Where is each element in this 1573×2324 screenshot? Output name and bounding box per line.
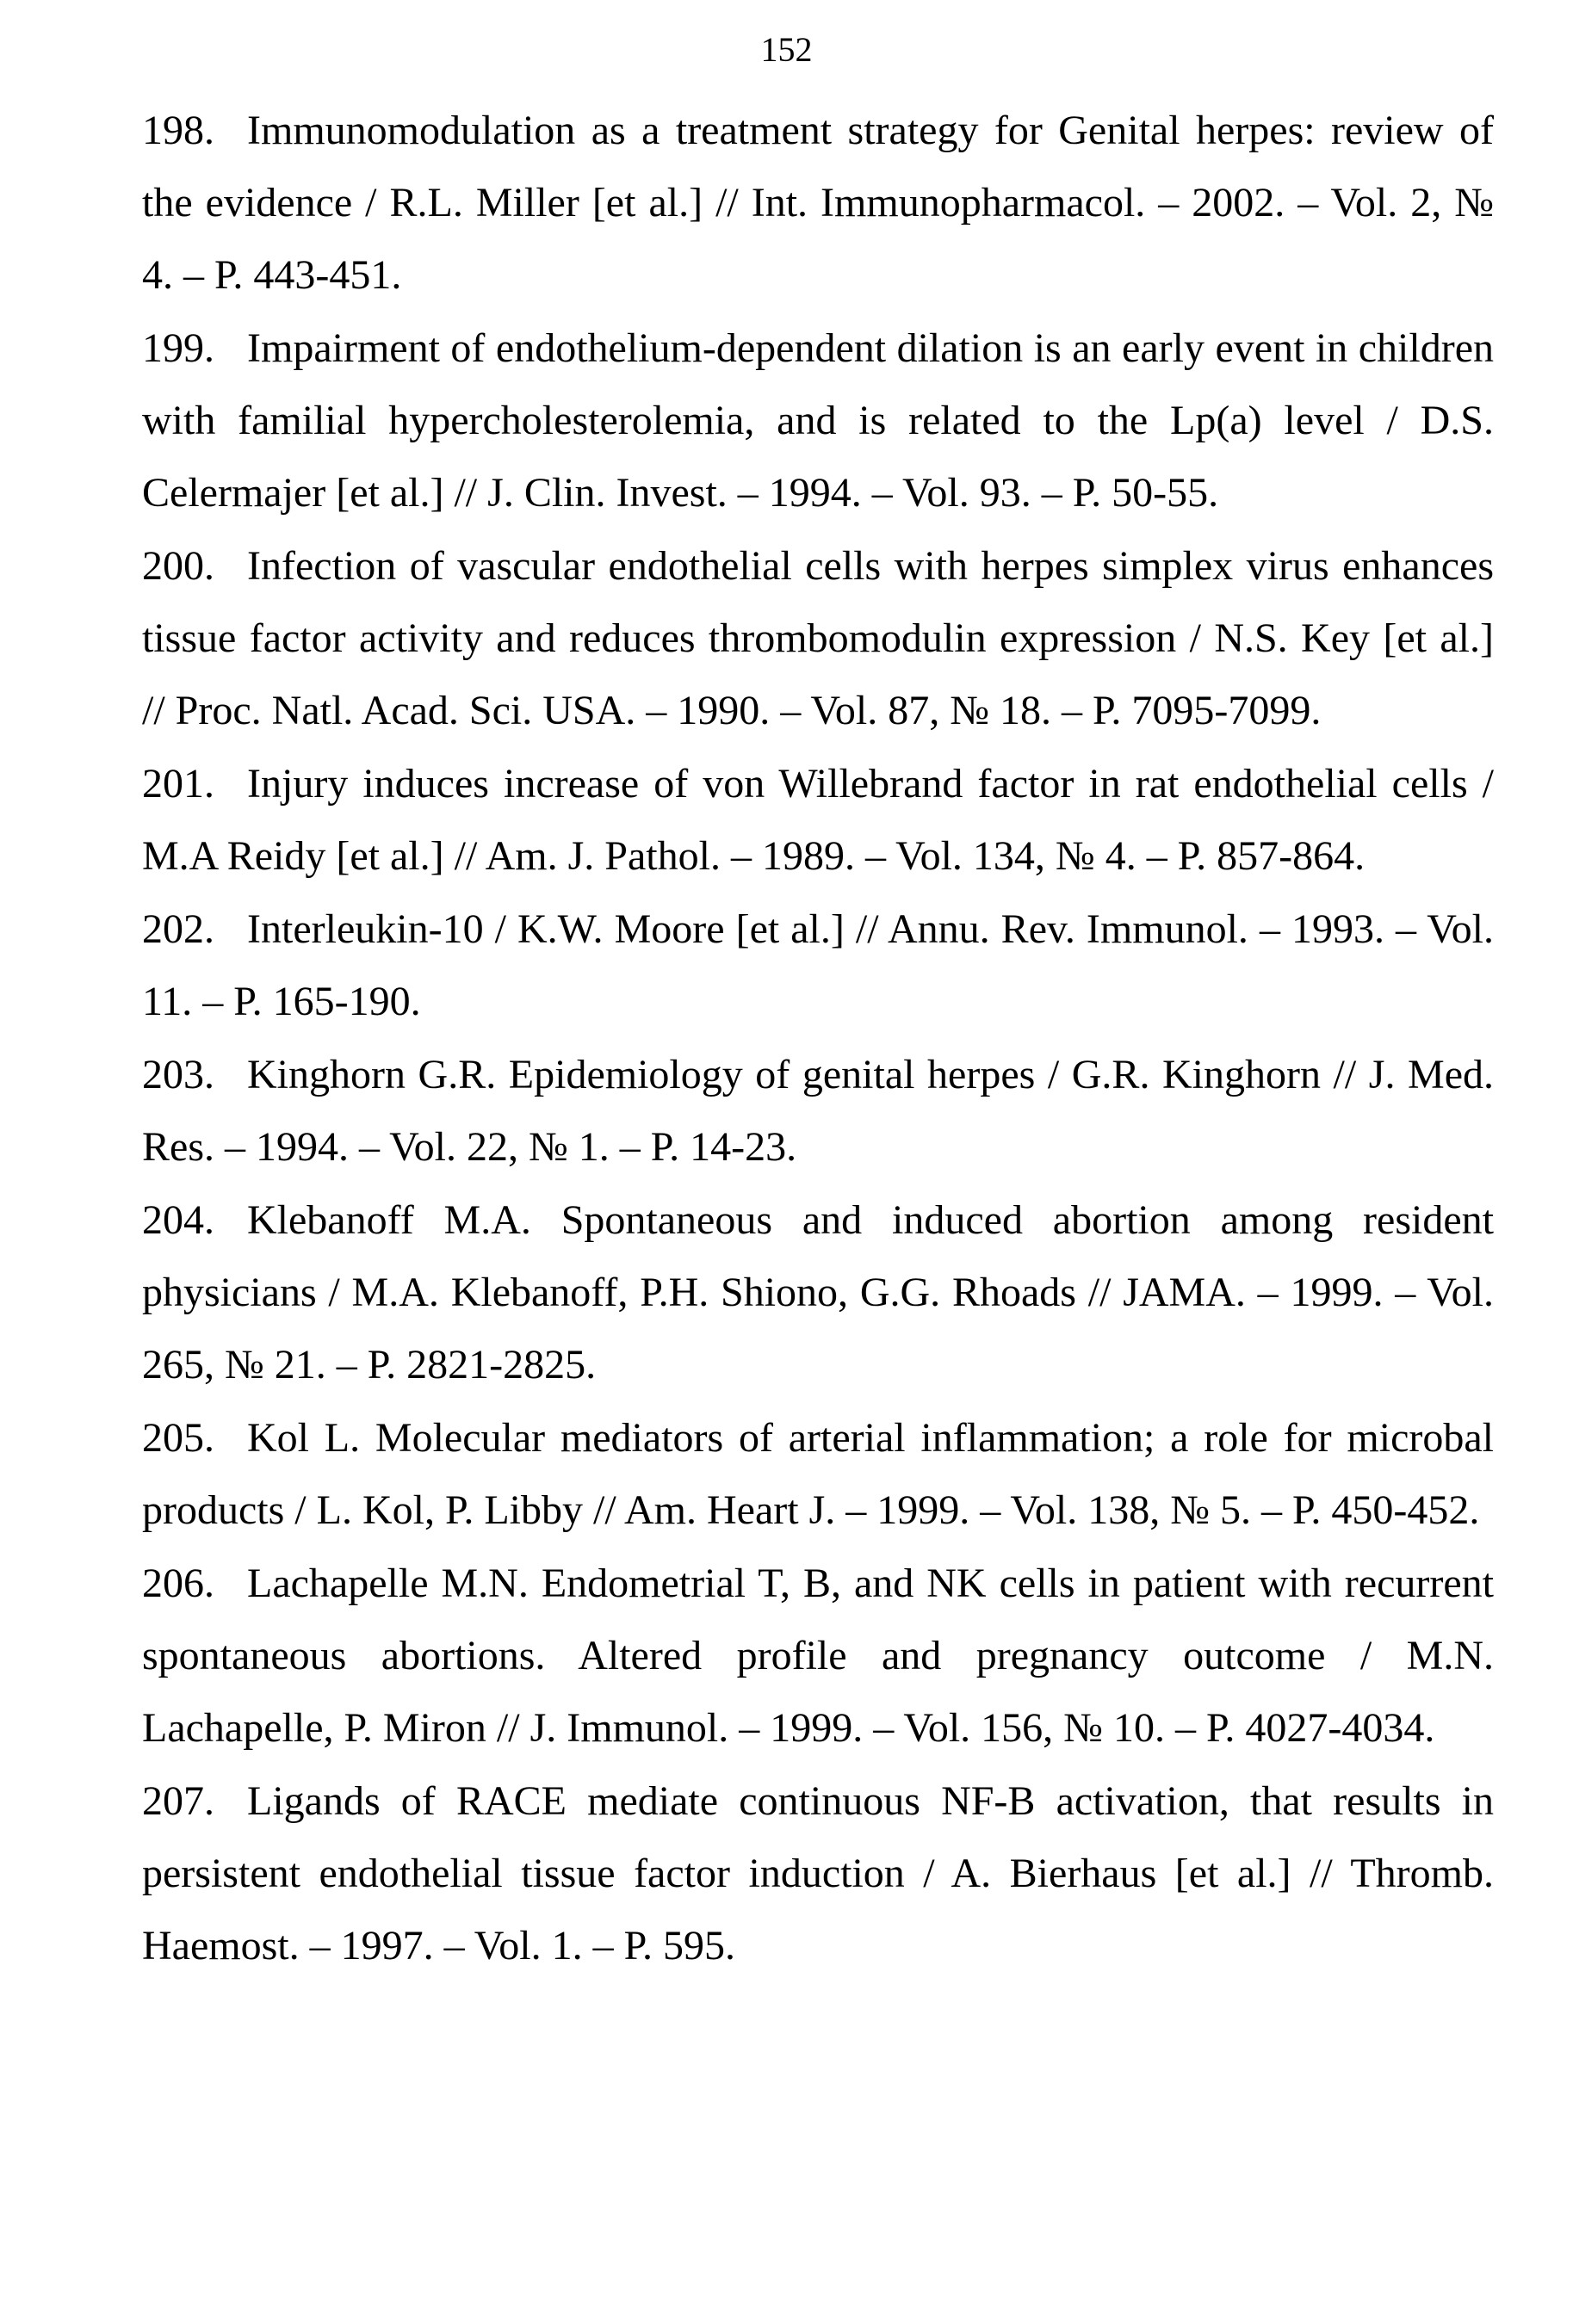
reference-number: 201.	[142, 761, 214, 807]
reference-list	[142, 95, 1494, 1983]
reference-item	[142, 1548, 1494, 1765]
reference-number: 207.	[142, 1778, 214, 1824]
reference-item	[142, 312, 1494, 529]
page-number: 152	[760, 30, 813, 69]
reference-item	[142, 1184, 1494, 1401]
reference-number: 200.	[142, 543, 214, 589]
reference-text: Kinghorn G.R. Epidemiology of genital herpes / G.R. Kinghorn // J. Med. Res. – 1994. – Vol. 22, № 1. – P. 14-23.	[142, 1052, 1494, 1170]
reference-number: 204.	[142, 1197, 214, 1243]
reference-item	[142, 1402, 1494, 1547]
reference-text: Infection of vascular endothelial cells with herpes simplex virus enhances tissue factor activity and reduces thrombomodulin expression / N.S. Key [et al.] // Proc. Natl. Acad. Sci. USA. – 1990. – Vol. 87, № 18. – P. 7095-7099.	[142, 543, 1494, 733]
reference-number: 205.	[142, 1415, 214, 1461]
reference-item	[142, 1765, 1494, 1982]
reference-item	[142, 530, 1494, 747]
reference-item	[142, 748, 1494, 893]
reference-item	[142, 893, 1494, 1038]
reference-number: 202.	[142, 906, 214, 952]
reference-text: Injury induces increase of von Willebrand factor in rat endothelial cells / M.A Reidy [et al.] // Am. J. Pathol. – 1989. – Vol. 134, № 4. – P. 857-864.	[142, 761, 1494, 879]
reference-text: Immunomodulation as a treatment strategy for Genital herpes: review of the evidence / R.L. Miller [et al.] // Int. Immunopharmacol. – 2002. – Vol. 2, № 4. – P. 443-451.	[142, 108, 1494, 298]
reference-number: 198.	[142, 108, 214, 153]
reference-number: 203.	[142, 1052, 214, 1097]
reference-text: Kol L. Molecular mediators of arterial inflammation; a role for microbal products / L. Kol, P. Libby // Am. Heart J. – 1999. – Vol. 138, № 5. – P. 450-452.	[142, 1415, 1494, 1533]
reference-text: Klebanoff M.A. Spontaneous and induced abortion among resident physicians / M.A. Klebanoff, P.H. Shiono, G.G. Rhoads // JAMA. – 1999. – Vol. 265, № 21. – P. 2821-2825.	[142, 1197, 1494, 1388]
reference-text: Lachapelle M.N. Endometrial T, B, and NK cells in patient with recurrent spontaneous abortions. Altered profile and pregnancy outcome / M.N. Lachapelle, P. Miron // J. Immunol. – 1999. – Vol. 156, № 10. – P. 4027-4034.	[142, 1561, 1494, 1751]
reference-item	[142, 95, 1494, 312]
reference-number: 206.	[142, 1561, 214, 1606]
reference-item	[142, 1039, 1494, 1184]
reference-text: Ligands of RACE mediate continuous NF-B activation, that results in persistent endothelial tissue factor induction / A. Bierhaus [et al.] // Thromb. Haemost. – 1997. – Vol. 1. – P. 595.	[142, 1778, 1494, 1969]
reference-number: 199.	[142, 325, 214, 371]
reference-text: Interleukin-10 / K.W. Moore [et al.] // Annu. Rev. Immunol. – 1993. – Vol. 11. – P. 165-190.	[142, 906, 1494, 1024]
reference-text: Impairment of endothelium-dependent dilation is an early event in children with familial hypercholesterolemia, and is related to the Lp(a) level / D.S. Celermajer [et al.] // J. Clin. Invest. – 1994. – Vol. 93. – P. 50-55.	[142, 325, 1494, 516]
